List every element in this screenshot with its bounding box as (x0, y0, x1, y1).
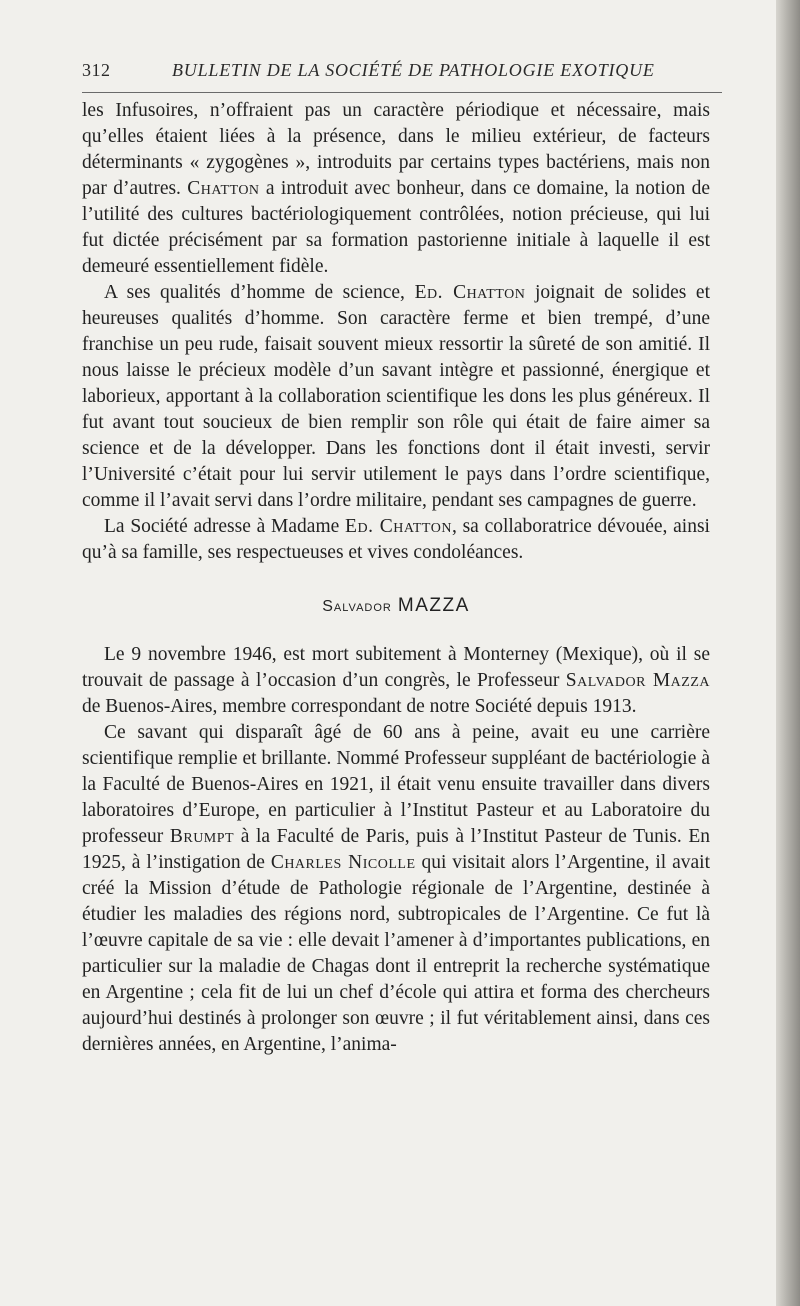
paragraph-3 (82, 514, 710, 566)
author-name-chatton: Chatton (187, 178, 260, 199)
section-heading-last-name: MAZZA (397, 595, 470, 616)
section-heading (82, 592, 710, 620)
paragraph-1 (82, 98, 710, 280)
paragraph-5 (82, 720, 710, 1058)
paragraph-5-start: Ce savant qui disparaît âgé de 60 ans à peine, avait eu une carrière scientifique remplie et brillante. Nommé Professeur suppléant de bactériologie à la Faculté de Buenos-Aires en 1921, il était venu ensuite travailler dans divers laboratoires d’Europe, en particulier à l’Institut Pasteur et au Laboratoire du professeur (82, 722, 710, 847)
paragraph-3-end: , sa collaboratrice dévouée, ainsi qu’à sa famille, ses respectueuses et vives condoléances. (82, 516, 710, 563)
page-number: 312 (82, 60, 111, 80)
header-rule (82, 92, 722, 93)
paragraph-2 (82, 280, 710, 514)
paragraph-2-end: joignait de solides et heureuses qualités d’homme. Son caractère ferme et bien trempé, d’une franchise un peu rude, faisait souvent mieux ressortir la sûreté de son amitié. Il nous laisse le précieux modèle d’un savant intègre et passionné, énergique et laborieux, apportant à la collaboration scientifique les dons les plus généreux. Il fut avant tout soucieux de bien remplir son rôle qui était de faire aimer sa science et de la développer. Dans les fonctions dont il était investi, servir l’Université c’était pour lui servir utilement le pays dans l’ordre scientifique, comme il l’avait servi dans l’ordre militaire, pendant ses campagnes de guerre. (82, 282, 711, 511)
person-name-charles-nicolle: Charles Nicolle (270, 852, 416, 873)
paragraph-5-mid: à la Faculté de Paris, puis à l’Institut Pasteur de Tunis. En 1925, à l’instigation de (82, 826, 710, 873)
person-name-ed-chatton: Ed. Chatton (414, 282, 526, 303)
paragraph-5-end: qui visitait alors l’Argentine, il avait créé la Mission d’étude de Pathologie régionale de l’Argentine, destinée à étudier les maladies des régions nord, subtropicales de l’Argentine. Ce fut là l’œuvre capitale de sa vie : elle devait l’amener à d’importantes publications, en particulier sur la maladie de Chagas dont il entreprit la recherche systématique en Argentine ; cela fit de lui un chef d’école qui attira et forma des chercheurs aujourd’hui destinés à prolonger son œuvre ; il fut véritablement ainsi, dans ces dernières années, en Argentine, l’anima- (82, 852, 711, 1055)
running-title: BULLETIN DE LA SOCIÉTÉ DE PATHOLOGIE EXOTIQUE (172, 60, 655, 80)
paragraph-2-start: A ses qualités d’homme de science, (104, 282, 405, 303)
person-name-salvador-mazza: Salvador Mazza (565, 670, 711, 691)
person-name-ed-chatton-2: Ed. Chatton (345, 516, 452, 537)
paragraph-1-text: les Infusoires, n’offraient pas un caractère périodique et nécessaire, mais qu’elles étaient liées à la présence, dans le milieu extérieur, de facteurs déterminants « zygogènes », introduits par certains types bactériens, mais non par d’autres. (82, 100, 710, 199)
paragraph-4-end: de Buenos-Aires, membre correspondant de notre Société depuis 1913. (82, 696, 637, 717)
page-edge-shadow (776, 0, 800, 1306)
body-text (82, 98, 710, 1058)
section-heading-first-name: Salvador (322, 598, 392, 615)
person-name-brumpt: Brumpt (169, 826, 235, 847)
paragraph-4 (82, 642, 710, 720)
page-header (82, 60, 722, 90)
paragraph-3-start: La Société adresse à Madame (104, 516, 340, 537)
paragraph-4-start: Le 9 novembre 1946, est mort subitement à Monterney (Mexique), où il se trouvait de passage à l’occasion d’un congrès, le Professeur (82, 644, 710, 691)
paragraph-1-end: a introduit avec bonheur, dans ce domaine, la notion de l’utilité des cultures bactériologiquement contrôlées, notion précieuse, qui lui fut dictée précisément par sa formation pastorienne initiale à laquelle il est demeuré essentiellement fidèle. (82, 178, 711, 277)
